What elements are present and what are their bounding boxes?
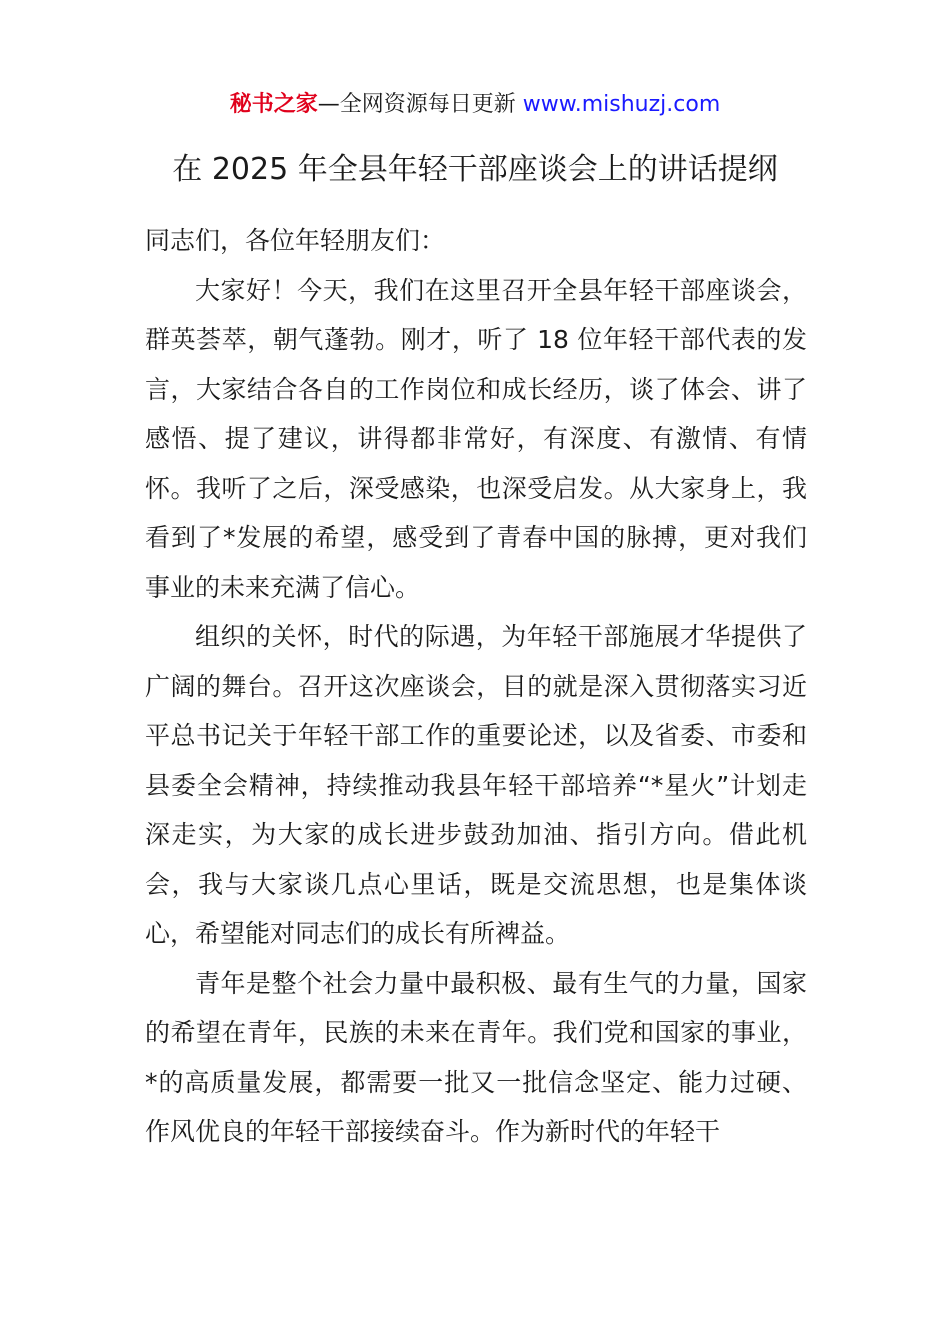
salutation: 同志们，各位年轻朋友们： bbox=[145, 226, 446, 255]
paragraph: 组织的关怀，时代的际遇，为年轻干部施展才华提供了广阔的舞台。召开这次座谈会，目的就是深入贯彻落实习近平总书记关于年轻干部工作的重要论述，以及省委、市委和县委全会精神，持续推动我县年轻干部培养“*星火”计划走深走实，为大家的成长进步鼓劲加油、指引方向。借此机会，我与大家谈几点心里话，既是交流思想，也是集体谈心，希望能对同志们的成长有所裨益。 bbox=[145, 622, 807, 948]
header-tagline: —全网资源每日更新 bbox=[317, 92, 523, 117]
paragraph: 青年是整个社会力量中最积极、最有生气的力量，国家的希望在青年，民族的未来在青年。我们党和国家的事业，*的高质量发展，都需要一批又一批信念坚定、能力过硬、作风优良的年轻干部接续奋斗。作为新时代的年轻干 bbox=[145, 968, 807, 1146]
site-url-link[interactable]: www.mishuzj.com bbox=[522, 92, 721, 117]
brand-name: 秘书之家 bbox=[229, 92, 318, 117]
document-title: 在 2025 年全县年轻干部座谈会上的讲话提纲 bbox=[172, 152, 778, 187]
site-header bbox=[0, 88, 950, 122]
document-body bbox=[145, 216, 807, 1157]
paragraph: 大家好！今天，我们在这里召开全县年轻干部座谈会，群英荟萃，朝气蓬勃。刚才，听了 18 位年轻干部代表的发言，大家结合各自的工作岗位和成长经历，谈了体会、讲了感悟、提了建议，讲得都非常好，有深度、有激情、有情怀。我听了之后，深受感染，也深受启发。从大家身上，我看到了*发展的希望，感受到了青春中国的脉搏，更对我们事业的未来充满了信心。 bbox=[145, 275, 807, 602]
